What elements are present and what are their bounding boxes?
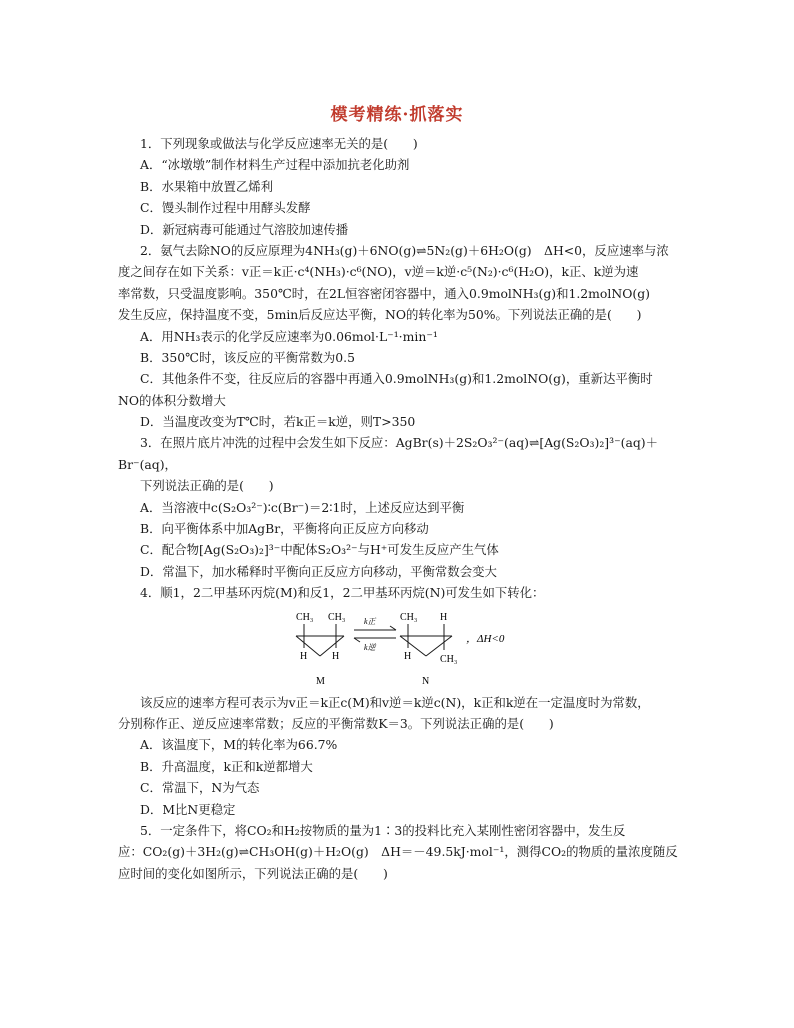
page-title: 模考精练·抓落实 bbox=[330, 105, 464, 125]
q3-option-d: D．常温下，加水稀释时平衡向正反应方向移动，平衡常数会变大 bbox=[140, 563, 497, 579]
q2-option-d: D．当温度改变为T℃时，若k正＝k逆，则T>350 bbox=[140, 414, 416, 430]
n-label: N bbox=[422, 675, 430, 687]
q2-option-a: A．用NH₃表示的化学反应速率为0.06mol·L⁻¹·min⁻¹ bbox=[140, 328, 438, 344]
enthalpy-note: ，ΔH<0 bbox=[466, 632, 505, 645]
reverse-arrowhead bbox=[354, 638, 360, 642]
q1-option-a: A．“冰墩墩”制作材料生产过程中添加抗老化助剂 bbox=[140, 157, 410, 173]
q4-option-a: A．该温度下，M的转化率为66.7% bbox=[140, 737, 338, 753]
q4-option-b: B．升高温度，k正和k逆都增大 bbox=[140, 758, 313, 774]
q2-option-c: C．其他条件不变，往反应后的容器中再通入0.9molNH₃(g)和1.2molNO(g)，重新达平衡时 bbox=[140, 371, 653, 387]
n-ch3-top: CH₃ bbox=[400, 611, 418, 623]
q3-option-a: A．当溶液中c(S₂O₃²⁻)∶c(Br⁻)＝2∶1时，上述反应达到平衡 bbox=[140, 499, 465, 515]
q3-line-1: 3．在照片底片冲洗的过程中会发生如下反应：AgBr(s)＋2S₂O₃²⁻(aq)⇌[Ag(S₂O₃)₂]³⁻(aq)＋ bbox=[140, 435, 659, 451]
forward-arrowhead bbox=[390, 626, 396, 630]
q1-stem: 1．下列现象或做法与化学反应速率无关的是( ) bbox=[140, 136, 418, 151]
n-ch3-bottom: CH₃ bbox=[440, 653, 458, 665]
q1-option-d: D．新冠病毒可能通过气溶胶加速传播 bbox=[140, 221, 349, 237]
k-forward-label: k正 bbox=[364, 616, 376, 626]
q5-line-3: 应时间的变化如图所示，下列说法正确的是( ) bbox=[118, 865, 388, 881]
q2-line-2: 度之间存在如下关系：v正＝k正·c⁴(NH₃)·c⁶(NO)，v逆＝k逆·c⁵(N₂)·c⁶(H₂O)，k正、k逆为速 bbox=[118, 264, 639, 280]
q2-option-b: B．350℃时，该反应的平衡常数为0.5 bbox=[140, 349, 356, 365]
q1-option-b: B．水果箱中放置乙烯利 bbox=[140, 178, 274, 194]
q4-line-2: 分别称作正、逆反应速率常数；反应的平衡常数K＝3。下列说法正确的是( ) bbox=[118, 715, 554, 731]
q4-option-c: C．常温下，N为气态 bbox=[140, 780, 260, 796]
q5-line-1: 5．一定条件下，将CO₂和H₂按物质的量为1∶3的投料比充入某刚性密闭容器中，发生反 bbox=[140, 822, 626, 838]
m-ch3-right: CH₃ bbox=[328, 611, 346, 623]
m-h-left: H bbox=[300, 650, 308, 662]
q4-option-d: D．M比N更稳定 bbox=[140, 801, 236, 817]
n-ring-right bbox=[426, 636, 452, 656]
q3-option-b: B．向平衡体系中加AgBr，平衡将向正反应方向移动 bbox=[140, 521, 429, 537]
k-reverse-label: k逆 bbox=[364, 642, 376, 652]
reaction-svg bbox=[288, 606, 548, 692]
m-ch3-left: CH₃ bbox=[296, 611, 314, 623]
q4-line-1: 该反应的速率方程可表示为v正＝k正c(M)和v逆＝k逆c(N)，k正和k逆在一定温度时为常数， bbox=[140, 694, 650, 710]
q2-line-1: 2．氨气去除NO的反应原理为4NH₃(g)＋6NO(g)⇌5N₂(g)＋6H₂O(g) ΔH<0，反应速率与浓 bbox=[140, 242, 669, 258]
q3-option-c: C．配合物[Ag(S₂O₃)₂]³⁻中配体S₂O₃²⁻与H⁺可发生反应产生气体 bbox=[140, 542, 499, 558]
q5-line-2: 应：CO₂(g)＋3H₂(g)⇌CH₃OH(g)＋H₂O(g) ΔH＝－49.5kJ·mol⁻¹，测得CO₂的物质的量浓度随反 bbox=[118, 844, 678, 860]
question-list bbox=[118, 133, 686, 884]
q2-line-4: 发生反应，保持温度不变，5min后反应达平衡，NO的转化率为50%。下列说法正确的是( ) bbox=[118, 307, 642, 323]
m-label: M bbox=[316, 675, 325, 687]
n-h-top: H bbox=[440, 611, 448, 623]
q3-line-2: Br⁻(aq)， bbox=[118, 456, 177, 472]
q4-stem: 4．顺1，2二甲基环丙烷(M)和反1，2二甲基环丙烷(N)可发生如下转化： bbox=[140, 585, 545, 601]
m-h-right: H bbox=[332, 650, 340, 662]
reaction-diagram bbox=[118, 606, 686, 692]
q2-line-3: 率常数，只受温度影响。350℃时，在2L恒容密闭容器中，通入0.9molNH₃(g)和1.2molNO(g) bbox=[118, 285, 650, 301]
q2-option-c-cont: NO的体积分数增大 bbox=[118, 392, 226, 408]
q1-option-c: C．馒头制作过程中用酵头发酵 bbox=[140, 200, 311, 216]
q3-prompt: 下列说法正确的是( ) bbox=[140, 478, 274, 494]
n-h-bottom: H bbox=[404, 650, 412, 662]
